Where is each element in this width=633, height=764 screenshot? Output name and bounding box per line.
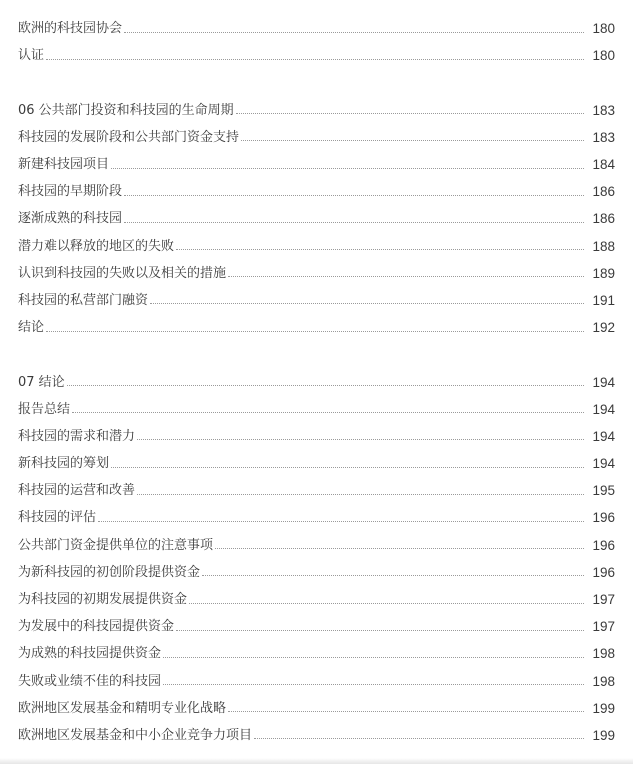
toc-entry[interactable]	[18, 396, 615, 423]
toc-entry-title: 为新科技园的初创阶段提供资金	[18, 564, 201, 580]
toc-chapter-entry[interactable]	[18, 368, 615, 395]
toc-entry-page: 194	[592, 401, 615, 417]
toc-entry-title: 科技园的运营和改善	[18, 483, 136, 499]
dot-leader	[124, 31, 584, 33]
toc-entry-page: 197	[592, 619, 615, 635]
toc-entry-title: 潜力难以释放的地区的失败	[18, 238, 175, 254]
toc-entry-page: 198	[592, 673, 615, 689]
toc-entry-page: 186	[592, 211, 615, 227]
dot-leader	[241, 139, 584, 141]
toc-entry[interactable]	[18, 613, 615, 640]
toc-entry-page: 188	[592, 238, 615, 254]
dot-leader	[236, 112, 584, 114]
dot-leader	[67, 384, 584, 386]
toc-entry-title: 欧洲地区发展基金和精明专业化战略	[18, 700, 227, 716]
toc-entry-page: 194	[592, 456, 615, 472]
toc-entry-title: 欧洲地区发展基金和中小企业竞争力项目	[18, 727, 253, 743]
toc-entry-page: 183	[592, 129, 615, 145]
dot-leader	[46, 58, 584, 60]
toc-entry-title: 科技园的评估	[18, 510, 97, 526]
toc-entry-title: 科技园的发展阶段和公共部门资金支持	[18, 129, 240, 145]
toc-entry[interactable]	[18, 423, 615, 450]
toc-entry-title: 结论	[18, 320, 45, 336]
toc-entry-page: 196	[592, 510, 615, 526]
toc-entry[interactable]	[18, 178, 615, 205]
toc-entry-page: 189	[592, 265, 615, 281]
toc-entry-page: 183	[592, 102, 615, 118]
toc-entry-page: 199	[592, 700, 615, 716]
table-of-contents	[18, 15, 615, 749]
toc-chapter-entry[interactable]	[18, 97, 615, 124]
toc-entry-page: 192	[592, 320, 615, 336]
toc-entry-page: 194	[592, 374, 615, 390]
toc-entry-title: 科技园的早期阶段	[18, 184, 123, 200]
toc-entry[interactable]	[18, 504, 615, 531]
toc-entry-page: 199	[592, 727, 615, 743]
toc-entry[interactable]	[18, 151, 615, 178]
toc-entry-title: 为科技园的初期发展提供资金	[18, 592, 188, 608]
toc-entry[interactable]	[18, 532, 615, 559]
toc-entry[interactable]	[18, 124, 615, 151]
toc-entry[interactable]	[18, 477, 615, 504]
toc-entry-page: 184	[592, 157, 615, 173]
toc-entry-title: 为发展中的科技园提供资金	[18, 619, 175, 635]
toc-entry[interactable]	[18, 260, 615, 287]
toc-entry[interactable]	[18, 314, 615, 341]
dot-leader	[150, 302, 584, 304]
dot-leader	[124, 221, 584, 223]
toc-entry[interactable]	[18, 205, 615, 232]
toc-entry[interactable]	[18, 695, 615, 722]
toc-entry[interactable]	[18, 42, 615, 69]
toc-entry-title: 07 结论	[18, 374, 65, 390]
toc-entry-title: 新科技园的筹划	[18, 456, 110, 472]
toc-entry-page: 191	[592, 292, 615, 308]
toc-entry-title: 公共部门资金提供单位的注意事项	[18, 537, 214, 553]
toc-entry-title: 新建科技园项目	[18, 157, 110, 173]
dot-leader	[189, 602, 584, 604]
toc-entry-title: 欧洲的科技园协会	[18, 21, 123, 37]
toc-entry-title: 逐渐成熟的科技园	[18, 211, 123, 227]
section-spacer	[18, 69, 615, 96]
toc-entry[interactable]	[18, 15, 615, 42]
toc-entry-page: 197	[592, 592, 615, 608]
toc-entry-page: 180	[592, 48, 615, 64]
page-bottom-edge	[0, 758, 633, 764]
toc-entry[interactable]	[18, 450, 615, 477]
dot-leader	[98, 520, 584, 522]
toc-entry[interactable]	[18, 722, 615, 749]
toc-entry[interactable]	[18, 287, 615, 314]
dot-leader	[124, 194, 584, 196]
dot-leader	[163, 656, 584, 658]
dot-leader	[137, 493, 584, 495]
section-spacer	[18, 341, 615, 368]
toc-entry-page: 196	[592, 564, 615, 580]
toc-entry-title: 06 公共部门投资和科技园的生命周期	[18, 102, 234, 118]
toc-entry-title: 失败或业绩不佳的科技园	[18, 673, 162, 689]
toc-entry[interactable]	[18, 668, 615, 695]
dot-leader	[254, 737, 584, 739]
toc-entry-title: 认证	[18, 48, 45, 64]
dot-leader	[202, 574, 584, 576]
toc-entry-page: 194	[592, 428, 615, 444]
dot-leader	[228, 710, 584, 712]
toc-entry-title: 为成熟的科技园提供资金	[18, 646, 162, 662]
dot-leader	[137, 438, 584, 440]
dot-leader	[111, 466, 584, 468]
toc-entry-page: 196	[592, 537, 615, 553]
dot-leader	[176, 629, 584, 631]
dot-leader	[111, 167, 584, 169]
dot-leader	[72, 411, 584, 413]
toc-entry-title: 认识到科技园的失败以及相关的措施	[18, 265, 227, 281]
dot-leader	[46, 330, 584, 332]
toc-entry-title: 报告总结	[18, 401, 71, 417]
toc-entry[interactable]	[18, 233, 615, 260]
toc-entry-page: 195	[592, 483, 615, 499]
dot-leader	[163, 683, 584, 685]
dot-leader	[228, 275, 584, 277]
dot-leader	[176, 248, 584, 250]
toc-entry-title: 科技园的私营部门融资	[18, 292, 149, 308]
toc-entry[interactable]	[18, 640, 615, 667]
toc-entry-title: 科技园的需求和潜力	[18, 428, 136, 444]
toc-entry-page: 198	[592, 646, 615, 662]
toc-entry[interactable]	[18, 559, 615, 586]
toc-entry-page: 180	[592, 21, 615, 37]
toc-entry[interactable]	[18, 586, 615, 613]
dot-leader	[215, 547, 584, 549]
toc-entry-page: 186	[592, 184, 615, 200]
